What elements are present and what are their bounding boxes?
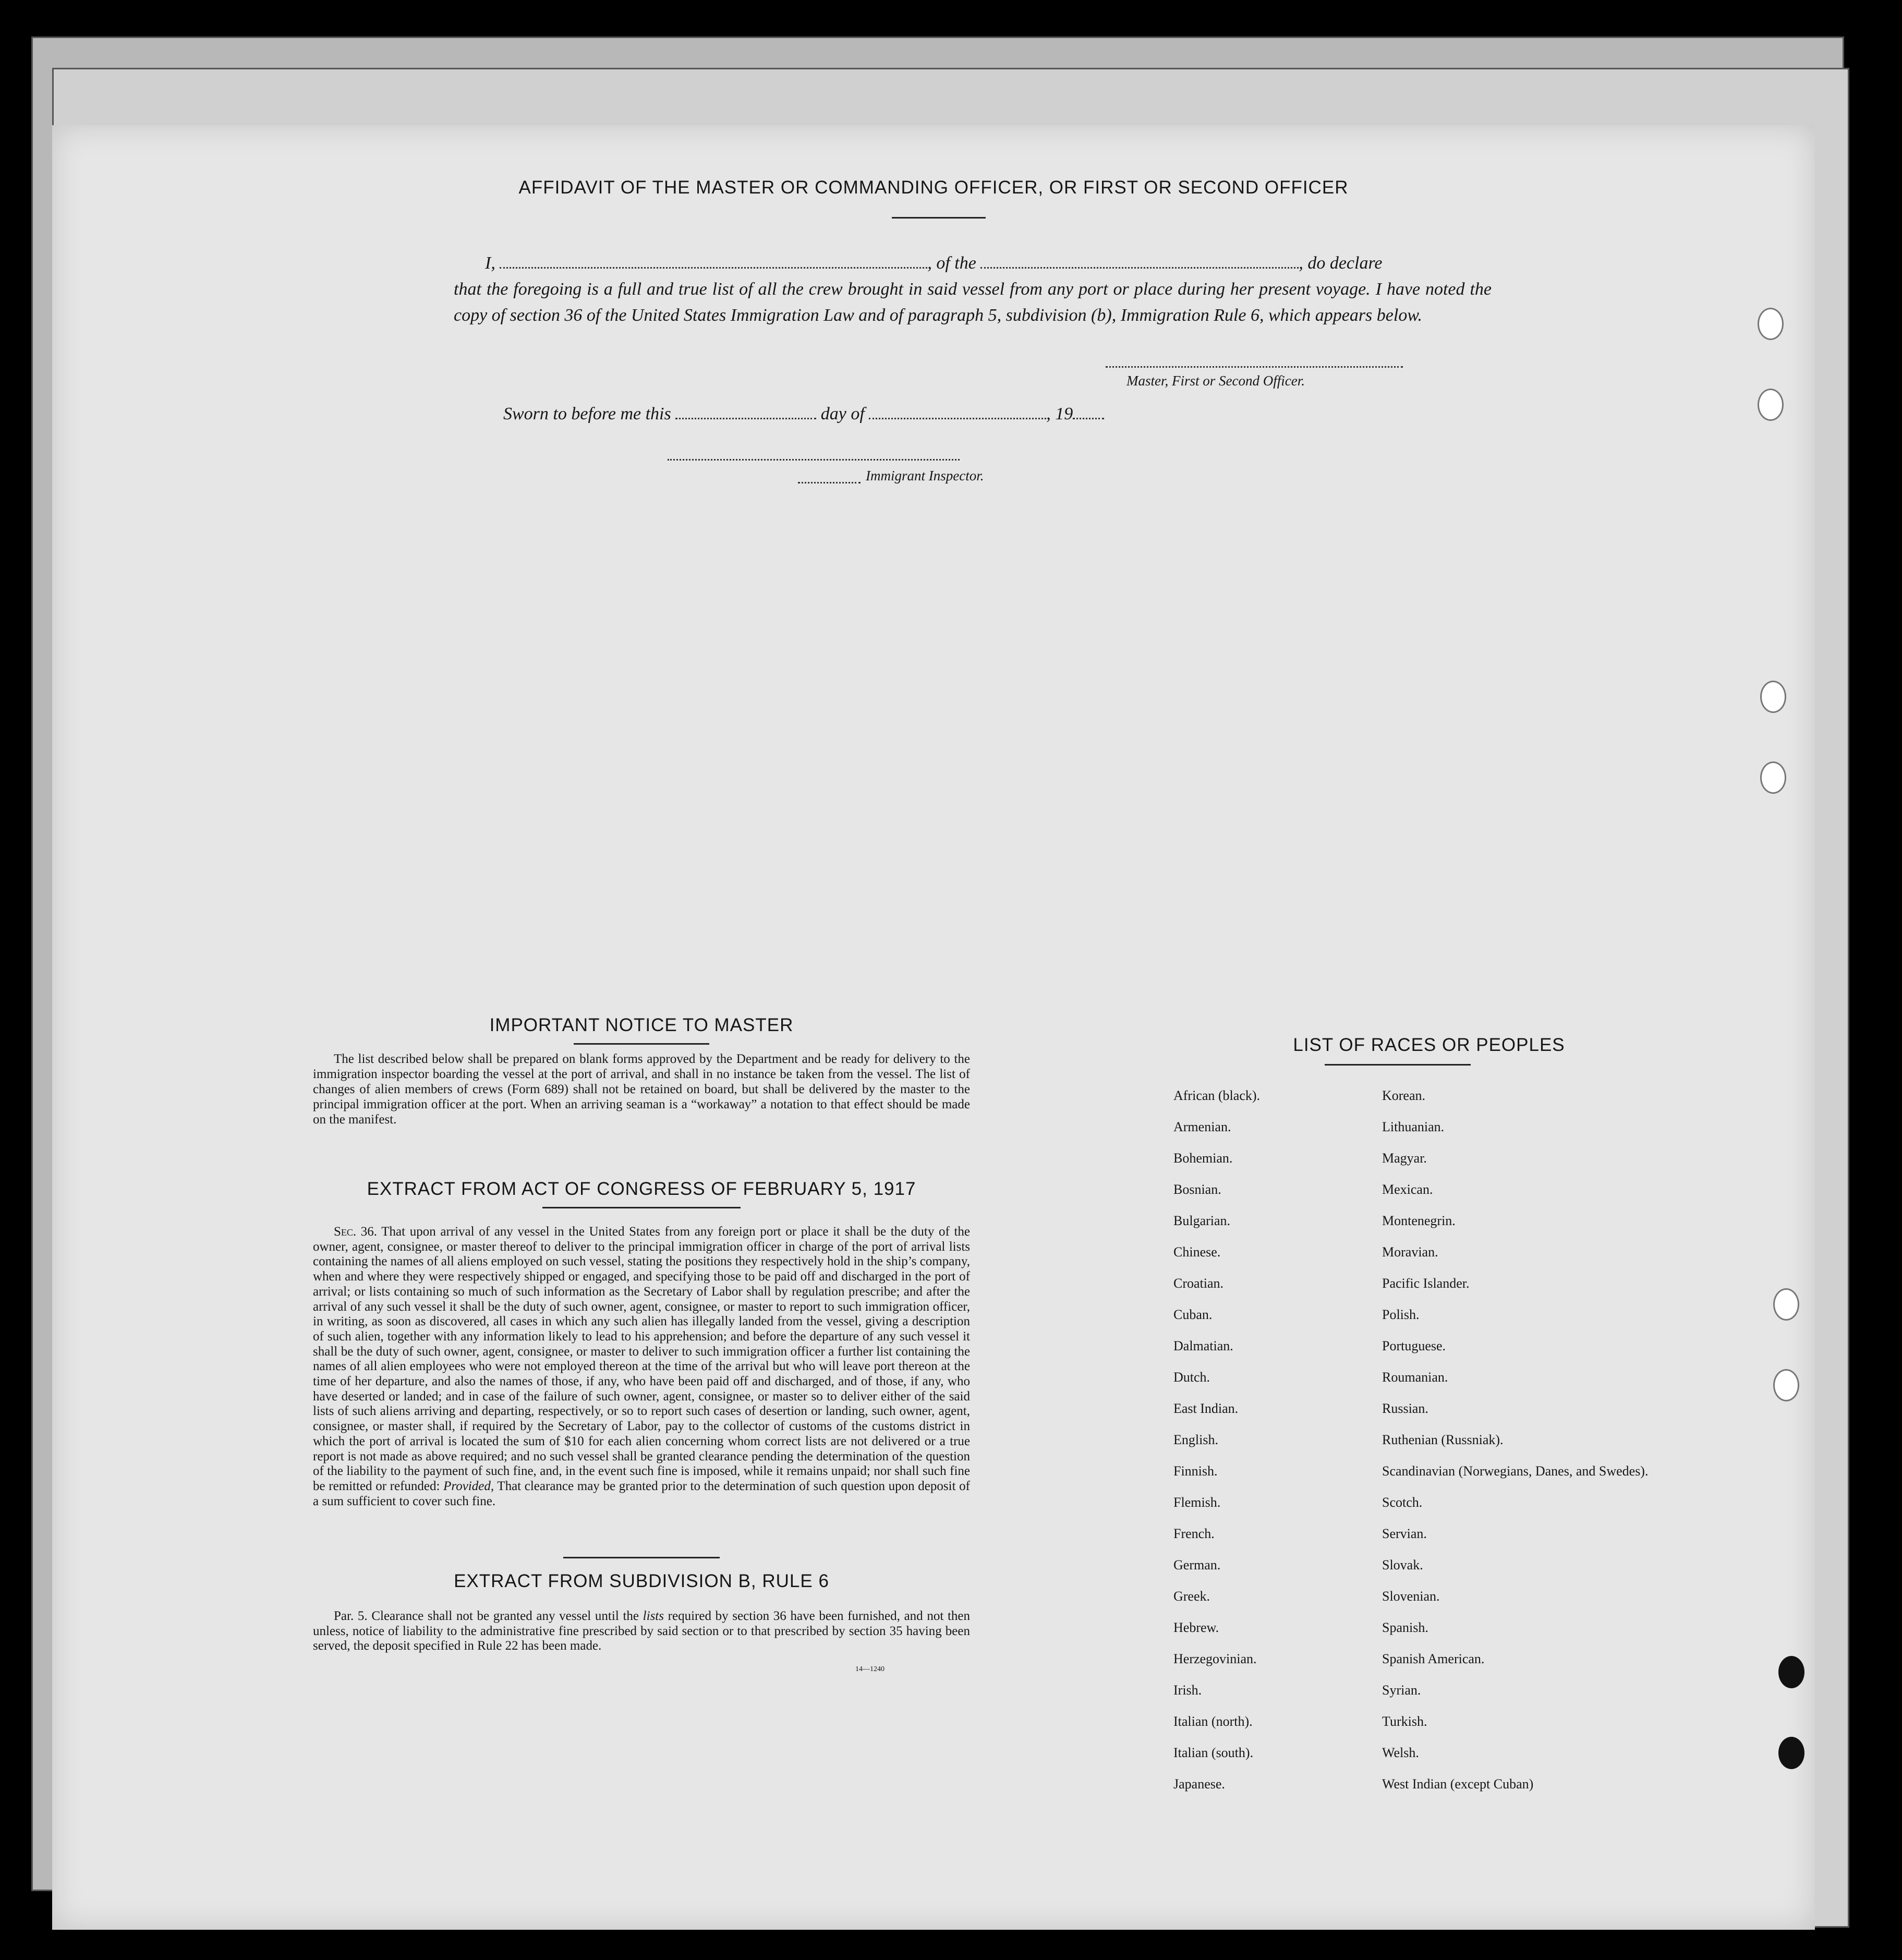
race-item: Cuban. (1173, 1307, 1213, 1322)
extract-act-title: EXTRACT FROM ACT OF CONGRESS OF FEBRUARY 5, 1917 (367, 1179, 916, 1199)
race-item: Roumanian. (1382, 1370, 1448, 1385)
races-underline (1325, 1064, 1471, 1066)
document-page (52, 125, 1815, 1930)
race-item: Lithuanian. (1382, 1119, 1445, 1134)
race-item: German. (1173, 1557, 1221, 1572)
race-item: Bosnian. (1173, 1182, 1221, 1197)
race-item: Greek. (1173, 1589, 1210, 1604)
declaration-i: I, (485, 253, 495, 273)
races-title: LIST OF RACES OR PEOPLES (1293, 1035, 1565, 1055)
race-item: Bohemian. (1173, 1151, 1233, 1166)
race-item: Syrian. (1382, 1683, 1421, 1698)
race-item: Chinese. (1173, 1244, 1221, 1260)
notice-text: The list described below shall be prepared on blank forms approved by the Department and be ready for delivery to the immigration inspector boarding the vessel at the port of arrival, and shall in no instance be taken from the vessel. The list of changes of alien members of crews (Form 689) shall not be retained on board, but shall be delivered by the master to the principal immigration officer at the port. When an arriving seaman is a “workaway” a notation to that effect should be made on the manifest. (313, 1052, 970, 1127)
binder-hole (1760, 681, 1786, 713)
sworn-year-field[interactable] (1073, 403, 1104, 419)
race-item: Ruthenian (Russniak). (1382, 1432, 1504, 1447)
section-36-proviso: That clearance may be granted prior to the determination of such question upon deposit of a sum sufficient to cover such fine. (313, 1479, 970, 1508)
binder-hole (1778, 1656, 1804, 1688)
sworn-month-field[interactable] (869, 403, 1046, 419)
races-right-column (1382, 1088, 1674, 1808)
race-item: Russian. (1382, 1401, 1428, 1416)
inspector-caption: Immigrant Inspector. (866, 468, 984, 483)
race-item: Dutch. (1173, 1370, 1210, 1385)
race-item: Pacific Islander. (1382, 1276, 1470, 1291)
race-item: Italian (north). (1173, 1714, 1253, 1729)
race-item: Dalmatian. (1173, 1338, 1233, 1353)
race-item: Irish. (1173, 1683, 1202, 1698)
race-item: Flemish. (1173, 1495, 1221, 1510)
binder-hole (1758, 308, 1784, 340)
race-item: Armenian. (1173, 1119, 1231, 1134)
extract-rule-title: EXTRACT FROM SUBDIVISION B, RULE 6 (454, 1571, 829, 1591)
notice-underline (574, 1043, 709, 1045)
lists-word: lists (643, 1609, 664, 1623)
signature-line[interactable] (1106, 366, 1403, 368)
race-item: Italian (south). (1173, 1745, 1254, 1760)
race-item: Welsh. (1382, 1745, 1419, 1760)
binder-hole (1778, 1737, 1804, 1769)
race-item: Portuguese. (1382, 1338, 1446, 1353)
provided-word: Provided, (443, 1479, 494, 1493)
affidavit-declaration (454, 250, 1492, 329)
race-item: Hebrew. (1173, 1620, 1219, 1635)
race-item: Korean. (1382, 1088, 1426, 1103)
race-item: Croatian. (1173, 1276, 1224, 1291)
race-item: Scandinavian (Norwegians, Danes, and Swedes). (1382, 1463, 1649, 1479)
race-item: Bulgarian. (1173, 1213, 1231, 1228)
vessel-name-field[interactable] (980, 252, 1299, 269)
rule-text-end: required by section 36 have been furnished, and not then unless, notice of liability to the administrative fine prescribed by said section or to that prescribed by section 35 having been served, the deposit specified in Rule 22 has been made. (313, 1609, 971, 1653)
race-item: Polish. (1382, 1307, 1420, 1322)
race-item: West Indian (except Cuban) (1382, 1776, 1534, 1792)
races-left-column (1173, 1088, 1372, 1808)
declaration-body: that the foregoing is a full and true list of all the crew brought in said vessel from any port or place during her present voyage. I have noted the copy of section 36 of the United States Immigration Law and of paragraph 5, subdivision (b), Immigration Rule 6, which appears below. (454, 280, 1492, 325)
race-item: French. (1173, 1526, 1215, 1541)
extract-rule-text (313, 1609, 970, 1654)
declaration-first-line (454, 250, 1492, 276)
race-item: Scotch. (1382, 1495, 1423, 1510)
form-number: 14—1240 (855, 1665, 885, 1673)
race-item: Montenegrin. (1382, 1213, 1456, 1228)
binder-hole (1758, 389, 1784, 421)
race-item: Magyar. (1382, 1151, 1427, 1166)
inspector-name-line[interactable] (798, 482, 861, 483)
race-item: Slovenian. (1382, 1589, 1440, 1604)
race-item: Herzegovinian. (1173, 1651, 1257, 1666)
race-item: Moravian. (1382, 1244, 1438, 1260)
sworn-day-field[interactable] (675, 403, 816, 419)
declaration-do-declare: , do declare (1299, 253, 1383, 273)
binder-hole (1760, 761, 1786, 794)
signature-caption: Master, First or Second Officer. (1126, 373, 1305, 389)
race-item: Spanish. (1382, 1620, 1428, 1635)
binder-hole (1773, 1288, 1799, 1321)
race-item: Turkish. (1382, 1714, 1427, 1729)
divider (563, 1557, 720, 1558)
notice-title: IMPORTANT NOTICE TO MASTER (489, 1015, 794, 1035)
race-item: English. (1173, 1432, 1218, 1447)
rule-text-start: Clearance shall not be granted any vessel until the (371, 1609, 639, 1623)
sworn-prefix: Sworn to before me this (503, 404, 671, 424)
section-36-text: That upon arrival of any vessel in the United States from any foreign port or place it shall be the duty of the owner, agent, consignee, or master thereof to deliver to the principal immigration officer in charge of the port of arrival lists containing the names of all aliens employed on such vessel, stating the positions they respectively hold in the ship’s company, when and where they were respectively shipped or engaged, and specifying those to be paid off and discharged in the port of arrival; or lists containing so much of such information as the Secretary of Labor shall by regulation prescribe; and after the arrival of any such vessel it shall be the duty of such owner, agent, consignee, or master to report to such immigration officer, in writing, as soon as discovered, all cases in which any such alien has illegally landed from the vessel, giving a description of such alien, together with any information likely to lead to his apprehension; and before the departure of any such vessel it shall be the duty of such owner, agent, consignee, or master to deliver to such immigration officer a further list containing the names of all alien employees who were not employed thereon at the time of the arrival but who will leave port thereon at the time of her departure, and also the names of those, if any, who have been paid off and discharged, and of those, if any, who have deserted or landed; and in case of the failure of such owner, agent, consignee, or master so to deliver either of the said lists of such aliens arriving and departing, respectively, or so to report such cases of desertion or landing, such owner, agent, consignee, or master shall, if required by the Secretary of Labor, pay to the collector of customs of the customs district in which the port of arrival is located the sum of $10 for each alien concerning whom correct lists are not delivered or a true report is not made as above required; and no such vessel shall be granted clearance pending the determination of the question of the liability to the payment of such fine, and, in the event such fine is imposed, while it remains unpaid; nor shall such fine be remitted or refunded: (313, 1225, 971, 1493)
race-item: African (black). (1173, 1088, 1261, 1103)
declaration-of-the: , of the (927, 253, 976, 273)
title-underline (892, 217, 986, 219)
race-item: Slovak. (1382, 1557, 1423, 1572)
race-item: Mexican. (1382, 1182, 1433, 1197)
race-item: East Indian. (1173, 1401, 1239, 1416)
declarant-name-field[interactable] (500, 252, 927, 269)
sworn-day-label: day of (820, 404, 865, 424)
extract-act-underline (542, 1207, 741, 1208)
sworn-year-label: , 19 (1046, 404, 1073, 424)
race-item: Finnish. (1173, 1463, 1218, 1479)
binder-hole (1773, 1369, 1799, 1401)
race-item: Servian. (1382, 1526, 1427, 1541)
section-label: Sec. 36. (334, 1225, 378, 1239)
extract-act-text (313, 1225, 970, 1509)
race-item: Japanese. (1173, 1776, 1225, 1792)
inspector-signature-line[interactable] (668, 459, 960, 461)
race-item: Spanish American. (1382, 1651, 1485, 1666)
affidavit-title: AFFIDAVIT OF THE MASTER OR COMMANDING OFFICER, OR FIRST OR SECOND OFFICER (518, 177, 1349, 198)
paragraph-label: Par. 5. (334, 1609, 368, 1623)
sworn-statement (503, 403, 1104, 424)
